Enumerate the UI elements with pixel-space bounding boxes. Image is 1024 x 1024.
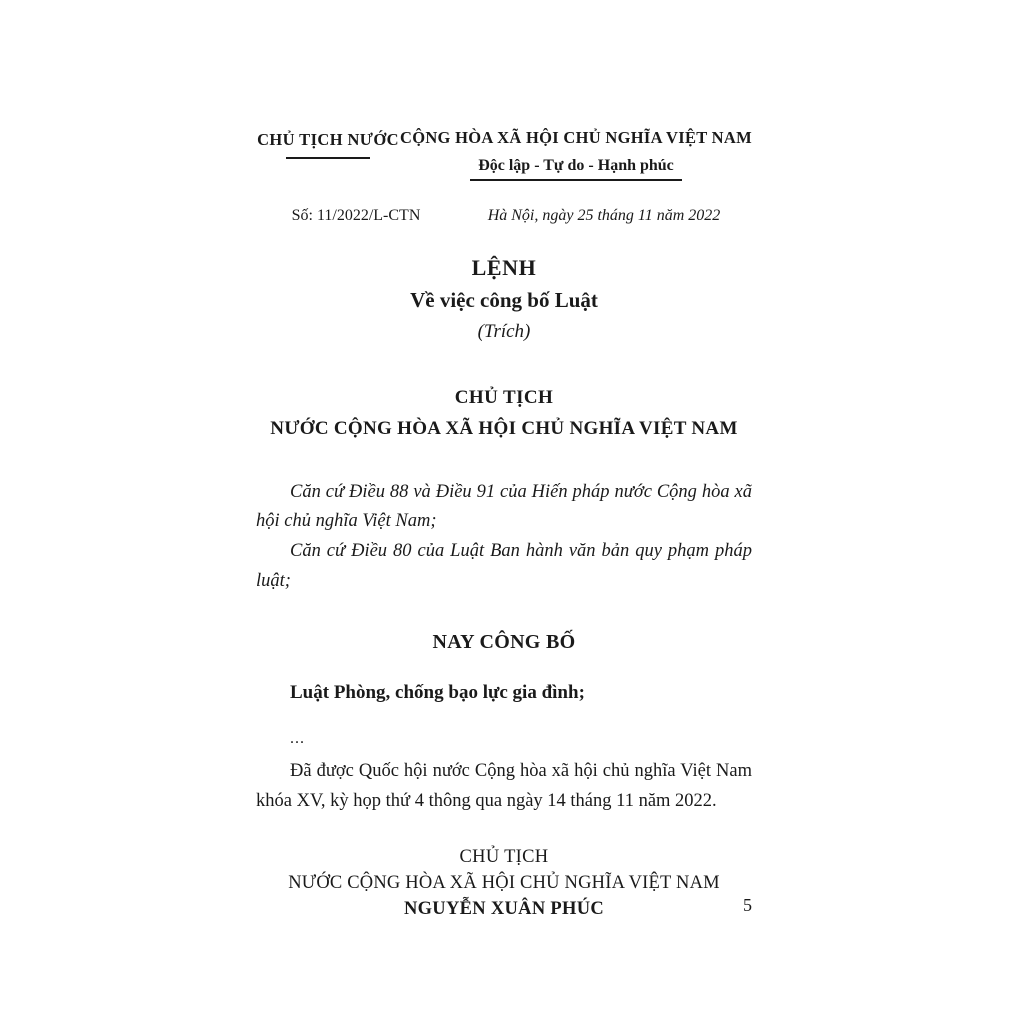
signature-block (256, 847, 752, 920)
proclaimed-law-name: Luật Phòng, chống bạo lực gia đình; (290, 682, 585, 704)
legal-basis-1: Căn cứ Điều 88 và Điều 91 của Hiến pháp nước Cộng hòa xã hội chủ nghĩa Việt Nam; (256, 481, 752, 532)
omitted-text-marker: ... (290, 730, 305, 748)
national-motto: Độc lập - Tự do - Hạnh phúc (478, 157, 674, 174)
issuer-underline (286, 157, 370, 159)
legal-basis-2: Căn cứ Điều 80 của Luật Ban hành văn bản quy phạm pháp luật; (256, 541, 752, 592)
title-block (256, 255, 752, 343)
authority-state: NƯỚC CỘNG HÒA XÃ HỘI CHỦ NGHĨA VIỆT NAM (270, 417, 738, 439)
authority-block (256, 387, 752, 440)
signer-state: NƯỚC CỘNG HÒA XÃ HỘI CHỦ NGHĨA VIỆT NAM (288, 873, 720, 894)
page-number: 5 (743, 895, 752, 915)
passage-statement: Đã được Quốc hội nước Cộng hòa xã hội chủ nghĩa Việt Nam khóa XV, kỳ họp thứ 4 thông qua ngày 14 tháng 11 năm 2022. (256, 761, 752, 812)
document-title-note: (Trích) (477, 320, 531, 342)
place-and-date: Hà Nội, ngày 25 tháng 11 năm 2022 (487, 206, 721, 224)
document-title: LỆNH (471, 254, 537, 280)
issuer-name: CHỦ TỊCH NƯỚC (257, 130, 399, 149)
document-number: Số: 11/2022/L-CTN (291, 206, 421, 224)
nation-name: CỘNG HÒA XÃ HỘI CHỦ NGHĨA VIỆT NAM (399, 128, 752, 147)
document-header (256, 128, 752, 181)
document-subtitle: Về việc công bố Luật (410, 287, 598, 312)
signer-title: CHỦ TỊCH (459, 847, 549, 868)
document-meta (256, 207, 752, 225)
motto-underline (470, 179, 682, 181)
national-heading-block (400, 128, 752, 181)
document-body (256, 478, 752, 818)
issuer-block (256, 128, 400, 159)
signer-name: NGUYỄN XUÂN PHÚC (403, 899, 605, 920)
proclamation-heading: NAY CÔNG BỐ (432, 631, 576, 654)
authority-title: CHỦ TỊCH (454, 386, 554, 408)
